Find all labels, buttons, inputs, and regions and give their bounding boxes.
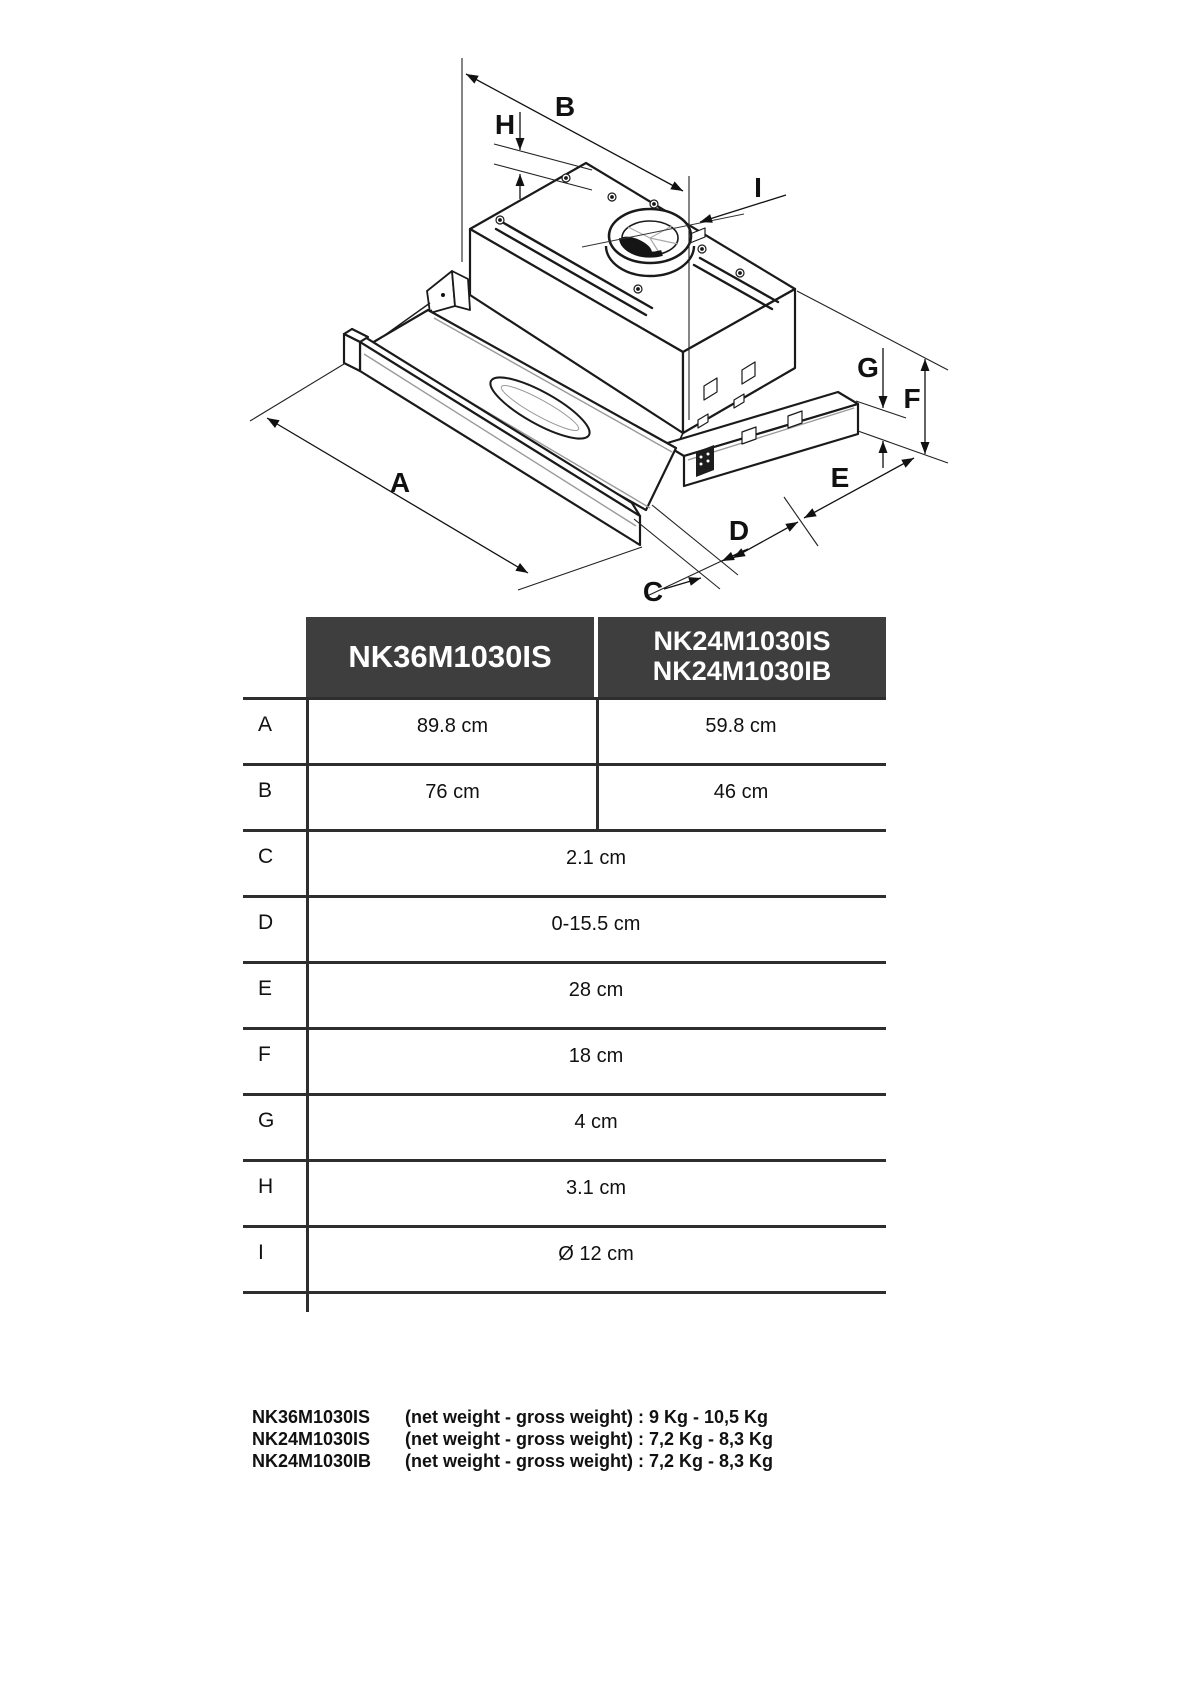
row-label: D [258, 911, 274, 934]
row-label: H [258, 1175, 274, 1198]
header-model-col1 [306, 617, 594, 697]
table-row [243, 898, 886, 964]
dim-label-h: H [494, 109, 516, 140]
row-label: F [258, 1043, 271, 1066]
row-value-col2: 46 cm [596, 766, 883, 829]
row-value: 28 cm [568, 979, 624, 1001]
row-value: 4 cm [574, 1111, 618, 1133]
row-label: I [258, 1241, 264, 1264]
row-value: 18 cm [568, 1045, 624, 1067]
row-value-col2: 59.8 cm [596, 700, 883, 763]
hood-dimension-diagram [0, 0, 1190, 614]
dim-line-c-right [722, 549, 748, 561]
header-spacer [243, 617, 306, 697]
dim-line-e [804, 458, 914, 518]
row-value: 0-15.5 cm [551, 913, 641, 935]
row-label: C [258, 845, 274, 868]
dim-label-f: F [903, 383, 921, 414]
spec-table [243, 617, 886, 1294]
model-name: NK36M1030IS [348, 638, 552, 674]
weight-notes [252, 1406, 773, 1472]
weight-spec: (net weight - gross weight) : 9 Kg - 10,5 Kg [405, 1407, 769, 1427]
row-label: G [258, 1109, 275, 1132]
table-row [243, 1096, 886, 1162]
table-row [243, 766, 886, 832]
table-row [243, 964, 886, 1030]
row-value: 3.1 cm [565, 1177, 627, 1199]
row-label: B [258, 779, 273, 802]
table-row [243, 700, 886, 766]
weight-spec: (net weight - gross weight) : 7,2 Kg - 8,3 Kg [405, 1451, 774, 1471]
dim-leader-i [700, 195, 786, 222]
row-value-col1: 89.8 cm [416, 715, 489, 737]
model-name: NK24M1030IB [652, 656, 832, 686]
row-value-col1: 76 cm [425, 781, 480, 803]
table-header [243, 617, 886, 697]
row-label: A [258, 713, 273, 736]
model-name: NK24M1030IS [653, 626, 831, 657]
dim-label-c: C [642, 576, 664, 607]
weight-spec: (net weight - gross weight) : 7,2 Kg - 8,3 Kg [405, 1429, 774, 1449]
dim-label-e: E [830, 462, 850, 493]
dim-label-a: A [389, 467, 411, 498]
column-divider-tail [306, 1294, 309, 1312]
dim-label-g: G [857, 352, 879, 383]
table-row [243, 1162, 886, 1228]
dim-label-d: D [728, 515, 750, 546]
table-row [243, 1228, 886, 1294]
row-value: Ø 12 cm [558, 1243, 634, 1265]
header-model-col2 [598, 617, 886, 697]
weight-model: NK24M1030IS [252, 1429, 371, 1449]
table-body [243, 697, 886, 1294]
weight-line [252, 1450, 773, 1472]
weight-model: NK36M1030IS [252, 1407, 371, 1427]
weight-line [252, 1406, 773, 1428]
row-label: E [258, 977, 273, 1000]
weight-line [252, 1428, 773, 1450]
table-row [243, 832, 886, 898]
dim-label-b: B [554, 91, 576, 122]
dim-label-i: I [754, 172, 762, 203]
table-row [243, 1030, 886, 1096]
row-value: 2.1 cm [565, 847, 627, 869]
weight-model: NK24M1030IB [252, 1451, 372, 1471]
